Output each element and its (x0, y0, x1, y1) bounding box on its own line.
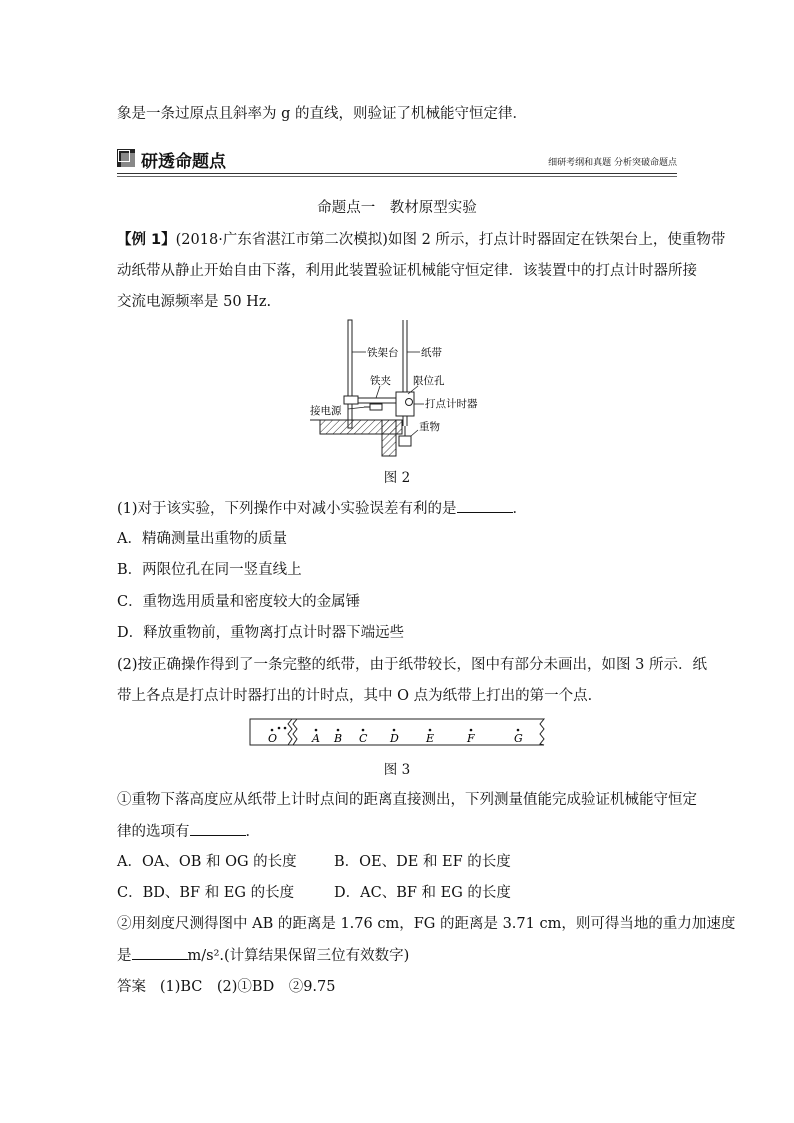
q2-2-answer-blank[interactable] (132, 945, 188, 960)
label-weight: 重物 (419, 421, 440, 433)
q2-2-line-2-end: m/s².(计算结果保留三位有效数字) (187, 948, 410, 964)
q2-1-line-2 (117, 821, 260, 842)
section-header (117, 146, 677, 174)
example-line-3: 交流电源频率是 50 Hz. (117, 294, 272, 310)
tape-label-O: O (268, 732, 278, 745)
tape-dot-C (362, 729, 365, 732)
label-power: 接电源 (310, 405, 342, 417)
q1-option-d: D．释放重物前，重物离打点计时器下端远些 (117, 625, 405, 641)
q1-answer-blank[interactable] (457, 498, 513, 513)
tape-dot-G (517, 729, 520, 732)
tape-dot-D (393, 729, 396, 732)
answer-line (117, 977, 336, 997)
section-subtitle: 细研考纲和真题 分析突破命题点 (548, 158, 677, 168)
q2-2-line-2-text: 是 (117, 948, 132, 964)
label-clamp: 铁夹 (370, 375, 391, 387)
answer-label: 答案 (117, 979, 146, 995)
tape-label-D: D (390, 732, 399, 745)
answer-text: (1)BC (2)①BD ②9.75 (159, 979, 336, 995)
topic-subtitle: 命题点一 教材原型实验 (317, 200, 477, 216)
section-rule-thin (117, 176, 677, 177)
apparatus-figure (300, 318, 500, 460)
q2-2-line-2 (117, 945, 409, 966)
q2-line-2: 带上各点是打点计时器打出的计时点，其中 O 点为纸带上打出的第一个点． (117, 688, 603, 704)
label-tape: 纸带 (421, 347, 442, 359)
tape-label-C: C (359, 732, 368, 745)
example-tag: 【例 1】 (117, 232, 176, 248)
example-line-1 (117, 230, 725, 250)
q1-option-b: B．两限位孔在同一竖直线上 (117, 562, 302, 578)
figure2-caption: 图 2 (383, 470, 411, 486)
example-line-2: 动纸带从静止开始自由下落，利用此装置验证机械能守恒定律．该装置中的打点计时器所接 (117, 263, 697, 279)
tape-figure (248, 716, 548, 748)
tape-label-B: B (334, 732, 343, 745)
q2-2-line-1: ②用刻度尺测得图中 AB 的距离是 1.76 cm，FG 的距离是 3.71 cm，则可得当地的重力加速度 (117, 916, 736, 932)
q2-1-option-b: B．OE、DE 和 EF 的长度 (334, 854, 511, 870)
tape-dot-B (337, 729, 340, 732)
figure3-caption: 图 3 (383, 762, 411, 778)
tape-label-G: G (514, 732, 523, 745)
tape-dot-O (271, 729, 274, 732)
q2-1-line-2-text: 律的选项有 (117, 824, 190, 840)
q2-1-line-2-end: ． (245, 824, 260, 840)
q1-stem-end: ． (512, 501, 528, 517)
label-limit-hole: 限位孔 (413, 375, 445, 387)
q2-1-option-d: D．AC、BF 和 EG 的长度 (334, 885, 511, 901)
label-timer: 打点计时器 (425, 398, 478, 410)
label-stand: 铁架台 (367, 347, 399, 359)
tape-label-E: E (426, 732, 435, 745)
tape-dot-E (429, 729, 432, 732)
tape-dot-extra (278, 727, 281, 730)
section-square-icon (117, 149, 135, 167)
tape-dot-extra (284, 727, 287, 730)
section-rule (117, 173, 677, 174)
q2-1-answer-blank[interactable] (190, 821, 246, 836)
section-title: 研透命题点 (141, 152, 226, 172)
q2-line-1: (2)按正确操作得到了一条完整的纸带，由于纸带较长，图中有部分未画出，如图 3 所示．纸 (117, 657, 707, 673)
intro-line: 象是一条过原点且斜率为 g 的直线，则验证了机械能守恒定律． (117, 106, 527, 122)
tape-label-F: F (467, 732, 475, 745)
q2-1-line-1: ①重物下落高度应从纸带上计时点间的距离直接测出，下列测量值能完成验证机械能守恒定 (117, 792, 697, 808)
tape-dot-A (315, 729, 318, 732)
tape-label-A: A (312, 732, 320, 745)
q1-option-c: C．重物选用质量和密度较大的金属锤 (117, 594, 361, 610)
q2-1-option-a: A．OA、OB 和 OG 的长度 (117, 854, 297, 870)
tape-dot-F (470, 729, 473, 732)
q1-stem (117, 498, 527, 519)
q1-option-a: A．精确测量出重物的质量 (117, 531, 287, 547)
q2-1-option-c: C．BD、BF 和 EG 的长度 (117, 885, 295, 901)
example-text-1: (2018·广东省湛江市第二次模拟)如图 2 所示，打点计时器固定在铁架台上，使重物带 (175, 232, 726, 248)
q1-stem-text: (1)对于该实验，下列操作中对减小实验误差有利的是 (117, 501, 457, 517)
